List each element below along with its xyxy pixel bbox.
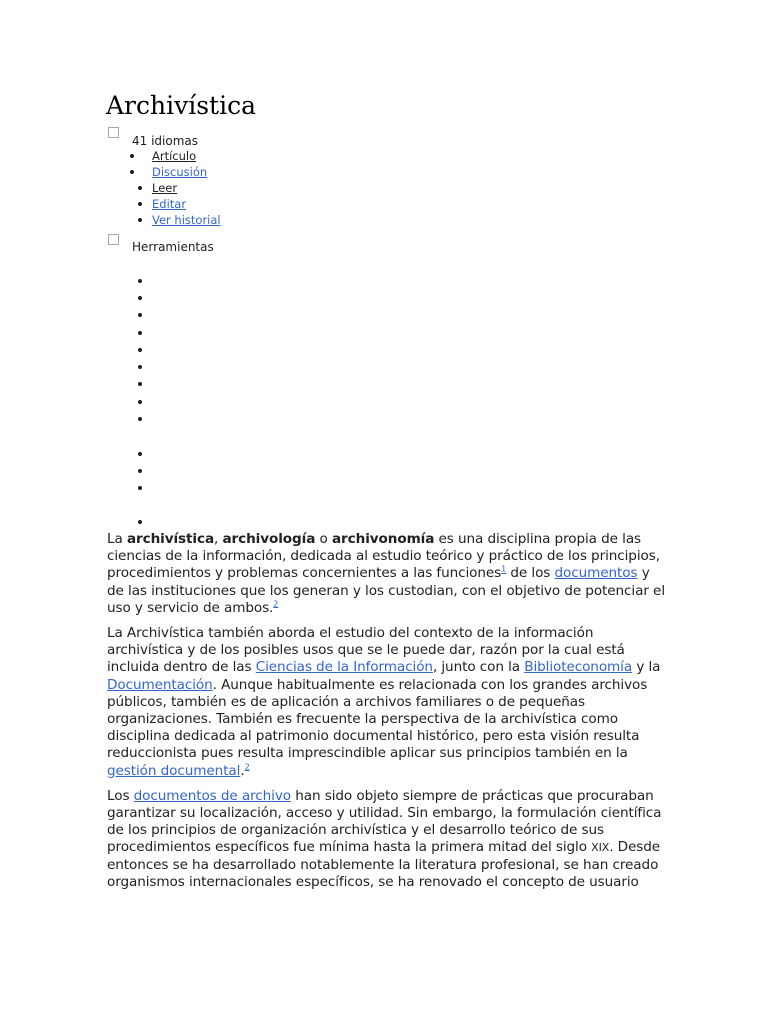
text: y de las instituciones que los generan y los custodian, con el objetivo de potenciar el uso y servicio de ambos. [107, 565, 665, 616]
documentos-de-archivo-link[interactable]: documentos de archivo [133, 787, 292, 804]
text: de los [506, 565, 555, 582]
term-archivologia: archivología [222, 531, 316, 547]
text: han sido objeto siempre de prácticas que procuraban garantizar su localización, acceso y utilidad. Sin embargo, la formulación científica de los principios de organización archivística y el desarrollo teórico de sus procedimientos específicos fue mínima hasta la primera mitad del siglo [107, 787, 662, 856]
article-body [107, 531, 667, 899]
list-item [138, 382, 142, 386]
gestion-documental-link[interactable]: gestión documental [107, 762, 241, 779]
list-item [138, 313, 142, 317]
paragraph-2 [107, 625, 667, 780]
list-item [138, 365, 142, 369]
tab-ver-historial-link[interactable]: Ver historial [152, 213, 221, 227]
text: , [214, 531, 223, 547]
biblioteconomia-link[interactable]: Biblioteconomía [524, 659, 633, 676]
term-archivonomia: archivonomía [331, 531, 435, 547]
documentos-link[interactable]: documentos [554, 565, 638, 582]
reference-2[interactable] [245, 762, 250, 771]
views-menu [106, 148, 221, 228]
reference-link[interactable]: 2 [244, 762, 250, 772]
tab-articulo-link[interactable]: Artículo [152, 149, 197, 163]
list-item [138, 452, 142, 456]
reference-link[interactable]: 2 [273, 599, 279, 609]
tab-discusion[interactable] [106, 164, 221, 180]
list-item [138, 296, 142, 300]
page-title: Archivística [106, 91, 256, 120]
tab-editar[interactable] [106, 196, 221, 212]
list-item [138, 417, 142, 421]
list-item [138, 279, 142, 283]
reference-2[interactable] [273, 599, 278, 608]
tab-discusion-link[interactable]: Discusión [152, 165, 208, 179]
paragraph-1 [107, 531, 667, 617]
list-item [138, 520, 142, 524]
tab-leer-link[interactable]: Leer [152, 181, 178, 195]
reference-link[interactable]: 1 [501, 564, 507, 574]
text: , junto con la [432, 659, 525, 676]
text: . Desde entonces se ha desarrollado notablemente la literatura profesional, se han creado organismos internacionales específicos, se ha renovado el concepto de usuario [107, 839, 661, 890]
tab-articulo[interactable] [106, 148, 221, 164]
tab-ver-historial[interactable] [106, 212, 221, 228]
tools-button[interactable]: Herramientas [132, 240, 214, 254]
list-item [138, 400, 142, 404]
text: La [107, 531, 127, 547]
list-item [138, 348, 142, 352]
text: Los [107, 787, 134, 804]
century-numeral: XIX [591, 841, 610, 855]
tab-editar-link[interactable]: Editar [152, 197, 187, 211]
documentacion-link[interactable]: Documentación [107, 676, 213, 693]
ciencias-informacion-link[interactable]: Ciencias de la Información [255, 659, 433, 676]
text: La Archivística también aborda el estudio del contexto de la información archivística y de los posibles usos que se le puede dar, razón por la cual está incluida dentro de las [107, 625, 625, 676]
text: . [240, 762, 245, 779]
text: es una disciplina propia de las ciencias de la información, dedicada al estudio teórico y práctico de los principios, procedimientos y problemas concernientes a las funciones [107, 531, 660, 582]
text: y la [632, 659, 661, 676]
tab-leer[interactable] [106, 180, 221, 196]
languages-button[interactable]: 41 idiomas [132, 134, 199, 148]
paragraph-3 [107, 788, 667, 891]
list-item [138, 331, 142, 335]
tools-toggle-checkbox[interactable] [108, 234, 119, 245]
list-item [138, 486, 142, 490]
languages-toggle-checkbox[interactable] [108, 127, 119, 138]
list-item [138, 469, 142, 473]
text: o [315, 531, 332, 547]
text: . Aunque habitualmente es relacionada con los grandes archivos públicos, también es de aplicación a archivos familiares o de pequeñas organizaciones. También es frecuente la perspectiva de la archivística como disciplina dedicada al patrimonio documental histórico, pero esta visión resulta reduccionista pues resulta imprescindible aplicar sus principios también en la [107, 676, 648, 762]
term-archivistica: archivística [126, 531, 215, 547]
